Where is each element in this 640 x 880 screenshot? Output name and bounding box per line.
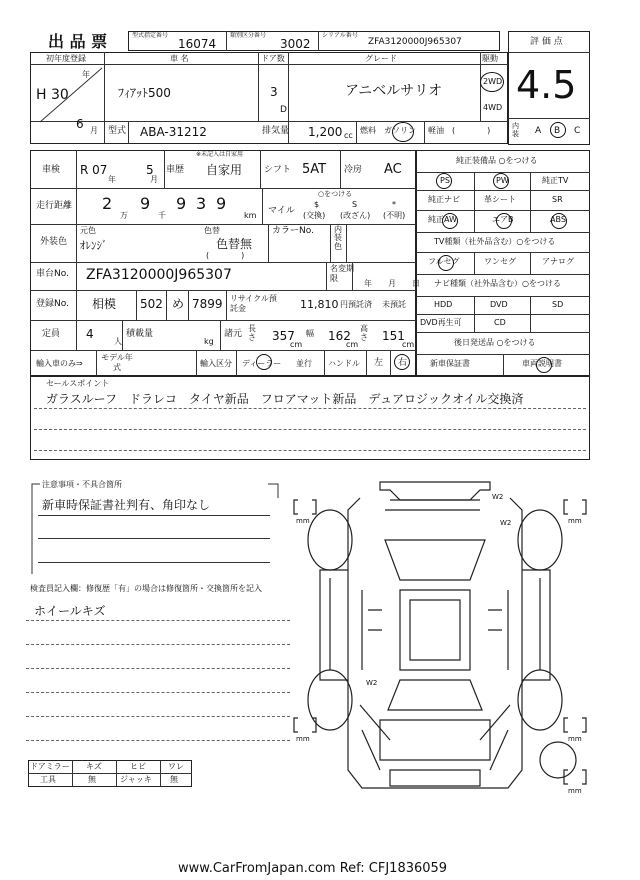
width-label: 幅 (306, 329, 314, 338)
model-designation-label: 型式指定番号 (132, 32, 169, 39)
capacity-value: 4 (86, 327, 94, 341)
sales-block (30, 376, 590, 460)
inspector-label: 検査員記入欄：修復歴「有」の場合は修復箇所・交換箇所を記入 (30, 584, 262, 593)
navi-sd: SD (552, 300, 564, 309)
car-name-label: 車 名 (170, 54, 189, 63)
navi-dvd-play: DVD再生可 (420, 318, 462, 327)
history-value: 自家用 (206, 163, 243, 177)
legend-h2: キズ (86, 762, 102, 771)
notes-frame (28, 478, 288, 578)
fullseg-circle (438, 255, 454, 271)
fuel-diesel: 軽油 (428, 126, 444, 135)
color-paren: ( ) (206, 251, 245, 260)
equip-pw: PW (496, 176, 509, 185)
import-cat-label: 輸入区分 (200, 359, 232, 368)
recycle-unit: 円預託済 (340, 300, 372, 309)
tampered-label: (改ざん) (340, 211, 371, 220)
mileage-label: 走行距離 (36, 201, 73, 211)
ac-label: 冷房 (344, 165, 363, 175)
legend-v3: ジャッキ (120, 775, 152, 784)
mileage-digit-2: 9 (140, 194, 151, 213)
capacity-label: 定員 (42, 329, 61, 339)
unknown-symbol: * (392, 200, 396, 209)
serial-number: ZFA3120000J965307 (368, 37, 462, 47)
navi-dvd: DVD (490, 300, 508, 309)
chassis-number: ZFA3120000J965307 (86, 267, 232, 283)
mm-rr: mm (568, 735, 582, 743)
equip-ps: PS (440, 176, 450, 185)
fuel-other: ( ) (452, 126, 491, 135)
height-value: 151 (382, 329, 405, 343)
type-value: ABA-31212 (140, 125, 207, 139)
car-diagram (290, 470, 590, 820)
equip-abs: ABS (550, 215, 566, 224)
first-reg-month: 6 (76, 117, 84, 131)
later-warranty: 新車保証書 (430, 359, 470, 368)
equip-tv: 純正TV (542, 176, 569, 185)
tampered-symbol: S (352, 200, 358, 209)
recycle-label: リサイクル預託金 (230, 294, 277, 313)
interior-a: A (535, 126, 542, 136)
inspection-value: R 07 (80, 163, 108, 177)
category-number: 3002 (280, 37, 311, 51)
sales-text: ガラスルーフ ドラレコ タイヤ新品 フロアマット新品 デュアロジックオイル交換済 (46, 392, 524, 406)
navi-cd: CD (494, 318, 506, 327)
reg-number: 7899 (192, 297, 223, 311)
tv-oneseg: ワンセグ (484, 257, 516, 266)
legend-v1: 工具 (40, 775, 56, 784)
ps-circle (436, 173, 452, 189)
grade-label: 評 価 点 (530, 37, 563, 47)
legend-h1: ドアミラー (30, 762, 70, 771)
category-label: 類別区分番号 (230, 32, 267, 39)
diagram-w2-fender: W2 (500, 519, 512, 527)
grade-name-label: グレード (365, 54, 397, 63)
reg-place: 相模 (92, 297, 117, 311)
interior-color-label: 内装色 (334, 225, 342, 251)
handle-right: 右 (398, 358, 408, 368)
capacity-unit: 人 (114, 337, 122, 346)
legend-v4: 無 (170, 775, 178, 784)
legend-v2: 無 (88, 775, 96, 784)
first-reg-label: 初年度登録 (46, 54, 86, 63)
mileage-digit-1: 2 (102, 194, 113, 213)
dealer-circle (256, 354, 272, 370)
mileage-km: km (244, 211, 257, 220)
notes-text: 新車時保証書社判有、角印なし (42, 498, 211, 512)
legend-h3: ヒビ (130, 762, 146, 771)
shift-label: シフト (264, 165, 292, 175)
displacement-label: 排気量 (262, 126, 290, 136)
length-cm: cm (290, 340, 303, 349)
grade-name: アニベルサリオ (345, 83, 443, 99)
equip-aw: 純正AW (428, 215, 457, 224)
name-change-label: 名変期限 (330, 264, 354, 283)
load-kg: kg (204, 337, 214, 346)
manual-circle (536, 357, 552, 373)
mileage-digit-3: 9 (176, 194, 187, 213)
height-label: 高さ (360, 324, 368, 342)
tv-analog: アナログ (542, 257, 574, 266)
navi-label: ナビ種類（社外品含む）○をつける (434, 279, 561, 288)
interior-b: B (554, 126, 561, 136)
abs-circle (551, 213, 567, 229)
right-circle (394, 354, 410, 370)
genuine-label: 純正装備品 ○をつける (456, 156, 538, 165)
mm-spare: mm (568, 787, 582, 795)
recycle-value: 11,810 (300, 298, 339, 311)
displacement-value: 1,200 (308, 125, 343, 139)
inspection-month: 5 (146, 163, 154, 177)
first-reg-year: H 30 (36, 87, 69, 103)
length-label: 長さ (248, 324, 256, 342)
mileage-sen: 千 (158, 211, 166, 220)
handle-label: ハンドル (328, 359, 360, 368)
notes-label: 注意事項・不具合箇所 (42, 480, 122, 489)
color-change-value: 色替無 (216, 237, 253, 251)
navi-hdd: HDD (434, 300, 453, 309)
mileage-digit-5: 9 (216, 194, 227, 213)
mm-fl: mm (296, 517, 310, 525)
drive-circle (480, 72, 504, 92)
length-value: 357 (272, 329, 295, 343)
drive-4wd: 4WD (483, 103, 503, 112)
mileage-man: 万 (120, 211, 128, 220)
mileage-digit-4: 3 (196, 194, 207, 213)
equip-sr: SR (552, 195, 563, 204)
year-unit: 年 (82, 70, 90, 79)
outer-color-label: 外装色 (40, 237, 68, 247)
recycle-not: 未預託 (382, 300, 406, 309)
shift-value: 5AT (302, 162, 327, 177)
interior-label: 内装 (512, 122, 519, 138)
handle-left: 左 (374, 358, 384, 368)
mile-label: マイル (268, 206, 295, 216)
orig-color-value: ｵﾚﾝｼﾞ (80, 239, 108, 252)
later-manual: 車両説明書 (522, 359, 562, 368)
fuel-gasoline: ガソリン (384, 126, 416, 135)
sheet-title: 出 品 票 (48, 32, 108, 51)
reg-label: 登録No. (36, 299, 69, 309)
doors-label: ドア数 (261, 54, 285, 63)
door-type: D (280, 105, 287, 115)
fuel-label: 燃料 (360, 126, 376, 135)
interior-c: C (574, 126, 581, 136)
inspection-label: 車検 (42, 165, 61, 175)
later-label: 後日発送品 ○をつける (454, 338, 536, 347)
height-cm: cm (402, 340, 415, 349)
interior-circle (550, 122, 566, 138)
equip-leather: 革シート (484, 195, 516, 204)
sales-label: セールスポイント (46, 379, 110, 388)
aw-circle (442, 213, 458, 229)
width-value: 162 (328, 329, 351, 343)
diagram-w2-hood: W2 (492, 493, 504, 501)
exchange-label: (交換) (303, 211, 326, 220)
width-cm: cm (346, 340, 359, 349)
reg-diagonal (36, 66, 106, 126)
model-year-label: モデル年式 (101, 353, 133, 372)
pw-circle (493, 173, 509, 189)
name-change-date: 年 月 日 (364, 279, 420, 288)
airbag-circle (496, 213, 512, 229)
import-parallel: 並行 (296, 359, 312, 368)
mm-fr: mm (568, 517, 582, 525)
tv-fullseg: フルセグ (428, 257, 460, 266)
ac-value: AC (384, 162, 402, 177)
dims-label: 諸元 (224, 329, 243, 339)
diagram-w2-wheel: W2 (366, 679, 378, 687)
load-label: 積載量 (126, 329, 154, 339)
orig-color-label: 元色 (80, 226, 96, 235)
chassis-label: 車台No. (36, 269, 69, 279)
inspection-year-unit: 年 (108, 175, 116, 184)
inspection-month-unit: 月 (150, 175, 158, 184)
tv-label: TV種類（社外品含む）○をつける (434, 237, 556, 246)
footer-watermark: www.CarFromJapan.com Ref: CFJ1836059 (178, 861, 448, 876)
import-label: 輸入車のみ⇒ (36, 359, 83, 368)
cc-unit: cc (344, 131, 353, 140)
history-note: ※未記入は自家用 (196, 151, 244, 158)
type-label: 型式 (108, 126, 127, 136)
drive-label: 駆動 (482, 54, 498, 63)
equip-airbag: エアB (492, 215, 514, 224)
reg-kana: め (172, 297, 185, 311)
month-unit: 月 (90, 126, 98, 135)
legend-h4: ワレ (168, 762, 184, 771)
exchange-symbol: $ (314, 200, 320, 209)
mile-note: ○をつける (318, 190, 353, 198)
drive-2wd: 2WD (483, 77, 503, 86)
color-change-label: 色替 (204, 226, 220, 235)
serial-label: シリアル番号 (322, 32, 358, 39)
color-code-label: カラーNo. (272, 226, 314, 236)
doors-value: 3 (270, 85, 278, 99)
car-name: ﾌｨｱｯﾄ500 (118, 86, 171, 100)
history-label: 車歴 (166, 165, 185, 175)
grade-score: 4.5 (516, 63, 577, 107)
mm-rl: mm (296, 735, 310, 743)
unknown-label: (不明) (383, 211, 406, 220)
model-designation: 16074 (178, 37, 217, 51)
fuel-circle (392, 122, 414, 142)
import-dealer: ディーラー (242, 359, 282, 368)
reg-class: 502 (140, 297, 163, 311)
inspector-text: ホイールキズ (34, 604, 106, 618)
equip-navi: 純正ナビ (428, 195, 460, 204)
